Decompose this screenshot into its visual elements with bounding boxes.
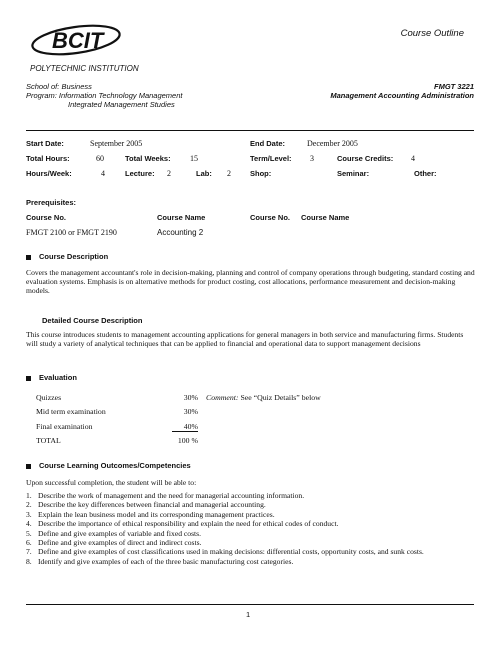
lecture-value: 2: [167, 169, 171, 178]
list-item: [26, 529, 476, 538]
eval-item: TOTAL: [36, 436, 61, 446]
detailed-description-heading: Detailed Course Description: [42, 316, 143, 325]
eval-percent: 40%: [172, 422, 198, 432]
section-title: Course Description: [39, 252, 109, 261]
item-text: Define and give examples of cost classifications used in making decisions: differential costs, opportunity costs, and sunk costs.: [38, 547, 424, 557]
page-number: 1: [246, 610, 251, 619]
item-number: 7.: [26, 547, 32, 557]
item-text: Describe the key differences between financial and managerial accounting.: [38, 500, 266, 510]
evaluation-heading: [26, 373, 77, 382]
detailed-description-text: This course introduces students to management accounting applications for general managers in both service and manufacturing firms. Students will study a variety of analytical techniques that can be applied to financial and operational data to support management decisions: [26, 330, 464, 349]
item-text: Define and give examples of variable and fixed costs.: [38, 528, 201, 538]
bcit-logo: [30, 18, 130, 62]
lab-label: Lab:: [196, 169, 212, 178]
bullet-icon: [26, 376, 31, 381]
divider: [26, 130, 474, 131]
term-value: 3: [310, 154, 314, 163]
institution-name: POLYTECHNIC INSTITUTION: [30, 64, 139, 73]
eval-item: Mid term examination: [36, 407, 106, 417]
item-text: Identify and give examples of each of the three basic manufacturing cost categories.: [38, 556, 294, 566]
list-item: [26, 519, 476, 528]
item-number: 1.: [26, 491, 32, 500]
total-weeks-label: Total Weeks:: [125, 154, 171, 163]
course-title: Management Accounting Administration: [330, 91, 474, 100]
eval-item: Final examination: [36, 421, 93, 431]
eval-percent: 100 %: [177, 436, 198, 446]
svg-text:BCIT: BCIT: [52, 28, 104, 53]
eval-comment-label: Comment:: [206, 392, 239, 402]
hours-week-value: 4: [101, 169, 105, 178]
item-text: Describe the importance of ethical responsibility and explain the need for ethical codes of conduct.: [38, 519, 339, 529]
outcomes-list: [26, 491, 476, 566]
document-type: Course Outline: [400, 28, 464, 39]
list-item: [26, 500, 476, 509]
footer-divider: [26, 604, 474, 605]
evaluation-table: [36, 390, 321, 448]
list-item: [26, 538, 476, 547]
item-number: 3.: [26, 509, 32, 519]
eval-percent: 30%: [183, 392, 198, 402]
course-description-text: Covers the management accountant's role in decision-making, planning and control of company operations through budgeting, standard costing and evaluation systems. Emphasis is on alternative methods for product costing, cost allocations, performance measurement and decision-making models.: [26, 268, 475, 296]
prerequisites-title: Prerequisites:: [26, 198, 77, 207]
course-code: FMGT 3221: [433, 82, 474, 91]
prereq-col-course-no: Course No.: [26, 213, 67, 222]
item-number: 8.: [26, 556, 32, 566]
credits-label: Course Credits:: [337, 154, 394, 163]
item-number: 4.: [26, 519, 32, 529]
prereq-course-no: FMGT 2100 or FMGT 2190: [26, 228, 117, 237]
eval-item: Quizzes: [36, 392, 62, 402]
lab-value: 2: [227, 169, 231, 178]
program-name: Program: Information Technology Management: [26, 91, 183, 100]
lecture-label: Lecture:: [125, 169, 155, 178]
list-item: [26, 547, 476, 556]
item-text: Define and give examples of direct and indirect costs.: [38, 538, 202, 548]
outcomes-heading: [26, 461, 191, 470]
term-label: Term/Level:: [250, 154, 292, 163]
bullet-icon: [26, 464, 31, 469]
other-label: Other:: [414, 169, 437, 178]
bullet-icon: [26, 255, 31, 260]
credits-value: 4: [411, 154, 415, 163]
item-text: Explain the lean business model and its corresponding management practices.: [38, 509, 275, 519]
total-hours-value: 60: [96, 154, 104, 163]
evaluation-row: [36, 434, 321, 449]
evaluation-row: [36, 419, 321, 434]
prereq-course-name: Accounting 2: [157, 228, 204, 237]
course-description-heading: [26, 252, 108, 261]
hours-week-label: Hours/Week:: [26, 169, 72, 178]
item-text: Describe the work of management and the need for managerial accounting information.: [38, 491, 305, 500]
section-title: Evaluation: [39, 373, 77, 382]
section-title: Course Learning Outcomes/Competencies: [39, 461, 191, 470]
school-name: School of: Business: [26, 82, 92, 91]
end-date-label: End Date:: [250, 139, 286, 148]
item-number: 5.: [26, 528, 32, 538]
program-subtitle: Integrated Management Studies: [68, 100, 175, 109]
prereq-col-course-name-2: Course Name: [301, 213, 350, 222]
seminar-label: Seminar:: [337, 169, 370, 178]
list-item: [26, 557, 476, 566]
prereq-col-course-name: Course Name: [157, 213, 206, 222]
eval-comment: See “Quiz Details” below: [240, 392, 321, 402]
evaluation-row: [36, 405, 321, 420]
eval-percent: 30%: [183, 407, 198, 417]
start-date-value: September 2005: [90, 139, 143, 148]
start-date-label: Start Date:: [26, 139, 64, 148]
list-item: [26, 491, 476, 500]
end-date-value: December 2005: [307, 139, 358, 148]
item-number: 6.: [26, 538, 32, 548]
shop-label: Shop:: [250, 169, 272, 178]
prereq-col-course-no-2: Course No.: [250, 213, 291, 222]
total-hours-label: Total Hours:: [26, 154, 70, 163]
list-item: [26, 510, 476, 519]
outcomes-intro: Upon successful completion, the student will be able to:: [26, 478, 197, 487]
total-weeks-value: 15: [190, 154, 198, 163]
evaluation-row: [36, 390, 321, 405]
item-number: 2.: [26, 500, 32, 510]
